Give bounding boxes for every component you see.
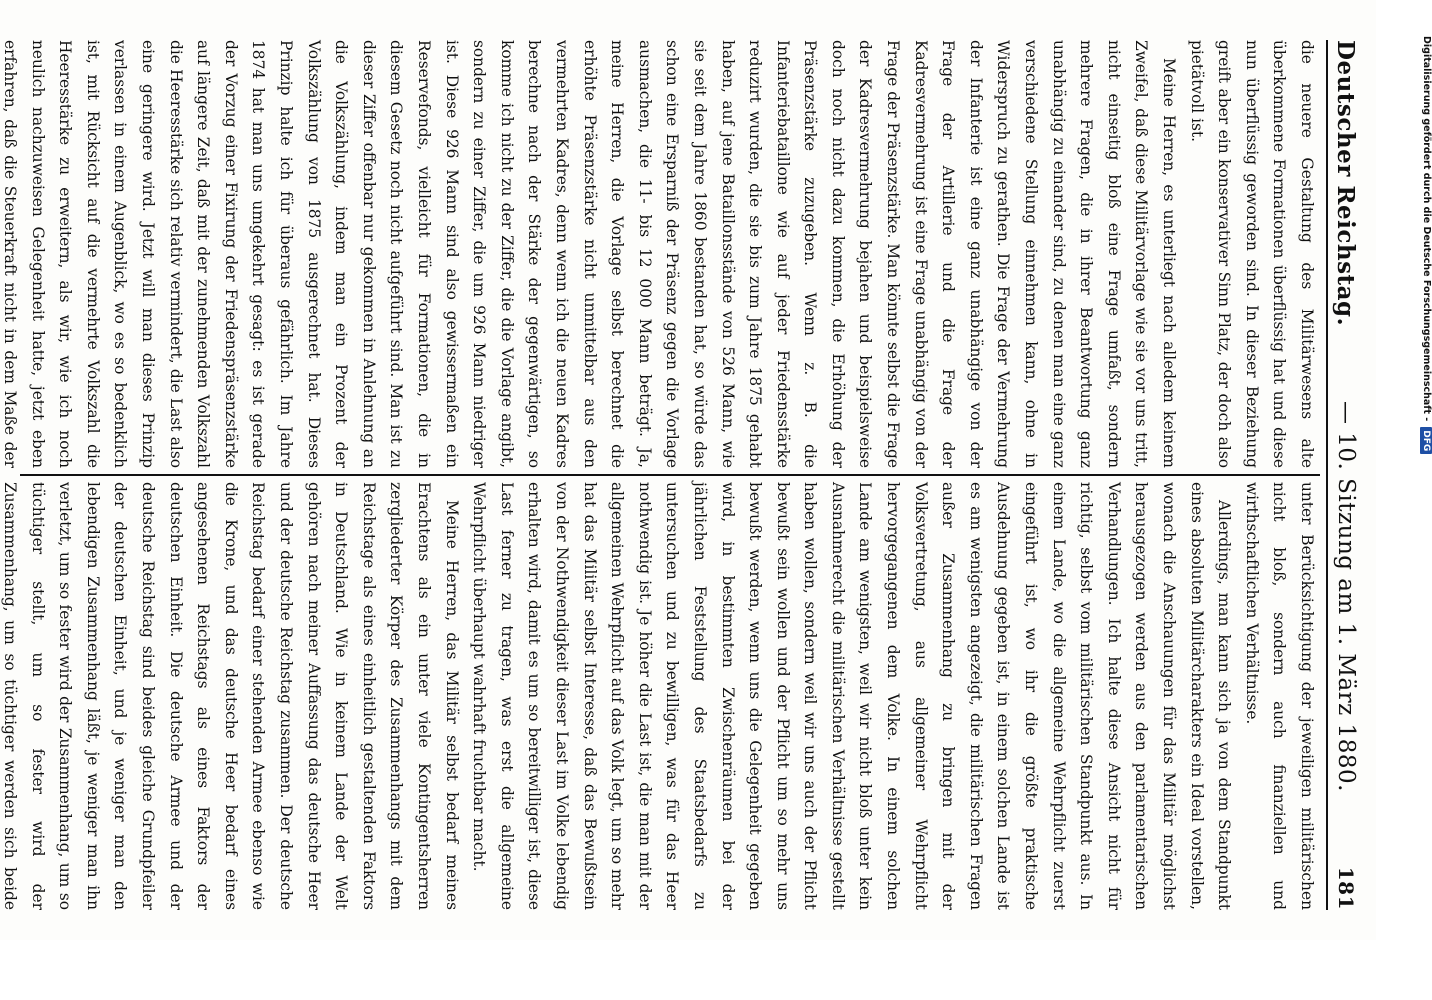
running-header	[1326, 40, 1364, 910]
paragraph: die neuere Gestaltung des Militärwesens alte überkommene Formationen überflüssig hat und diese nun überflüssig geworden sind. In dieser Beziehung greift aber ein konservativer Sinn Platz, der doch also pietätvoll ist.	[1187, 40, 1316, 468]
credit-text: Digitalisierung gefördert durch die Deutsche Forschungsgemeinschaft -	[1421, 36, 1432, 422]
paragraph: unter Berücksichtigung der jeweiligen militärischen nicht bloß, sondern auch finanziellen und wirthschaftlichen Verhältnisse.	[1242, 482, 1316, 910]
page-number: 181	[1334, 866, 1358, 910]
digitization-credit	[1420, 36, 1432, 596]
right-column	[1, 482, 1320, 910]
paragraph: Meine Herren, es unterliegt nach alledem keinem Zweifel, daß diese Militärvorlage wie sie vor uns tritt, nicht einseitig bloß eine Frage umfaßt, sondern mehrere Fragen, die in ihrer Beantwortung ganz unabhängig zu einander sind, zu denen man eine ganz verschiedene Stellung einnehmen kann, ohne in Widerspruch zu gerathen. Die Frage der Vermehrung der Infanterie ist eine ganz unabhängige von der Frage der Artillerie und die Frage der Kadresvermehrung ist eine Frage unabhängig von der Frage der Präsenzstärke. Man könnte selbst die Frage der Kadresvermehrung bejahen und beispielsweise doch noch nicht dazu kommen, die Erhöhung der Präsenzstärke zuzugeben. Wenn z. B. die Infanteriebataillone wie auf jeder Friedensstärke reduzirt wurden, die sie bis zum Jahre 1875 gehabt haben, auf jene Bataillonsstände von 526 Mann, wie sie seit dem Jahre 1860 bestanden hat, so würde das schon eine Ersparniß der Präsenz gegen die Vorlage ausmachen, die 11- bis 12 000 Mann beträgt. Ja, meine Herren, die Vorlage selbst berechnet die erhöhte Präsenzstärke nicht unmittelbar aus den vermehrten Kadres, denn wenn ich die neuen Kadres berechne nach der Stärke der gegenwärtigen, so komme ich nicht zu der Ziffer, die die Vorlage angibt, sondern zu einer Ziffer, die um 926 Mann niedriger ist. Diese 926 Mann sind also gewissermaßen ein Reservefonds, vielleicht für Formationen, die in diesem Gesetz noch nicht aufgeführt sind. Man ist zu dieser Ziffer offenbar nur gekommen in Anlehnung an die Volkszählung, indem man ein Prozent der Volkszählung von 1875 ausgerechnet hat. Dieses Prinzip halte ich für überaus gefährlich. Im Jahre 1874 hat man uns umgekehrt gesagt: es ist gerade der Vorzug einer Fixirung der Friedenspräsenzstärke auf längere Zeit, daß mit der zunehmenden Volkszahl die Heeresstärke sich relativ vermindert, die Last also eine geringere wird. Jetzt will man dieses Prinzip verlassen in einem Augenblick, wo es so bedenklich ist, mit Rücksicht auf die vermehrte Volkszahl die Heeresstärke zu erweitern, als wir, wie ich noch neulich nachzuweisen Gelegenheit hatte, jetzt eben erfahren, daß die Steuerkraft nicht in dem Maße der	[1, 40, 1179, 468]
paragraph: Allerdings, man kann sich ja von dem Standpunkt eines absoluten Militärcharakters ein Ideal vorstellen, wonach die Anschauungen für das Militär möglichst herausgezogen werden aus den parlamentarischen Verhandlungen. Ich halte diese Ansicht nicht für richtig, selbst vom militärischen Standpunkt aus. In einem Lande, wo die allgemeine Wehrpflicht zuerst eingeführt ist, wo ihr die größte praktische Ausdehnung gegeben ist, in einem solchen Lande ist es am wenigsten angezeigt, die militärischen Fragen außer Zusammenhang zu bringen mit der Volksvertretung, aus allgemeiner Wehrpflicht hervorgegangenen dem Volke. In einem solchen Lande am wenigsten, weil wir nicht bloß unter kein Ausnahmerecht die militärischen Verhältnisse gestellt haben wollen, sondern weil wir uns auch der Pflicht bewußt sein wollen und der Pflicht um so mehr uns bewußt werden, wenn uns die Gelegenheit gegeben wird, in bestimmten Zwischenräumen bei der jährlichen Feststellung des Staatsbedarfs zu untersuchen und zu bewilligen, was für das Heer nothwendig ist. Je höher die Last ist, die man mit der allgemeinen Wehrpflicht auf das Volk legt, um so mehr hat das Militär selbst Interesse, daß das Bewußtsein von der Nothwendigkeit dieser Last im Volke lebendig erhalten wird, damit es um so bereitwilliger ist, diese Last ferner zu tragen, was erst die allgemeine Wehrpflicht überhaupt wahrhaft fruchtbar macht.	[470, 482, 1234, 910]
paragraph: Meine Herren, das Militär selbst bedarf meines Erachtens als ein unter viele Kontingentsherren zergliederter Körper des Zusammenhangs mit dem Reichstage als eines einheitlich gestaltenden Faktors in Deutschland. Wie in keinem Lande der Welt gehören nach meiner Auffassung das deutsche Heer und der deutsche Reichstag zusammen. Der deutsche Reichstag bedarf einer stehenden Armee ebenso wie die Krone, und das deutsche Heer bedarf eines angesehenen Reichstags als eines Faktors der deutschen Einheit. Die deutsche Armee und der deutsche Reichstag sind beides gleiche Grundpfeiler der deutschen Einheit, und je weniger man den lebendigen Zusammenhang läßt, je weniger man ihn verletzt, um so fester wird der Zusammenhang, um so tüchtiger stellt, um so fester wird der Zusammenhang, um so tüchtiger werden sich beide	[1, 482, 461, 910]
header-title: Deutscher Reichstag.	[1332, 40, 1360, 327]
column-divider	[20, 474, 1320, 476]
dfg-logo: DFG	[1420, 427, 1432, 454]
header-sitting: — 10. Sitzung am 1. März 1880.	[1333, 400, 1359, 792]
left-column	[1, 40, 1320, 468]
